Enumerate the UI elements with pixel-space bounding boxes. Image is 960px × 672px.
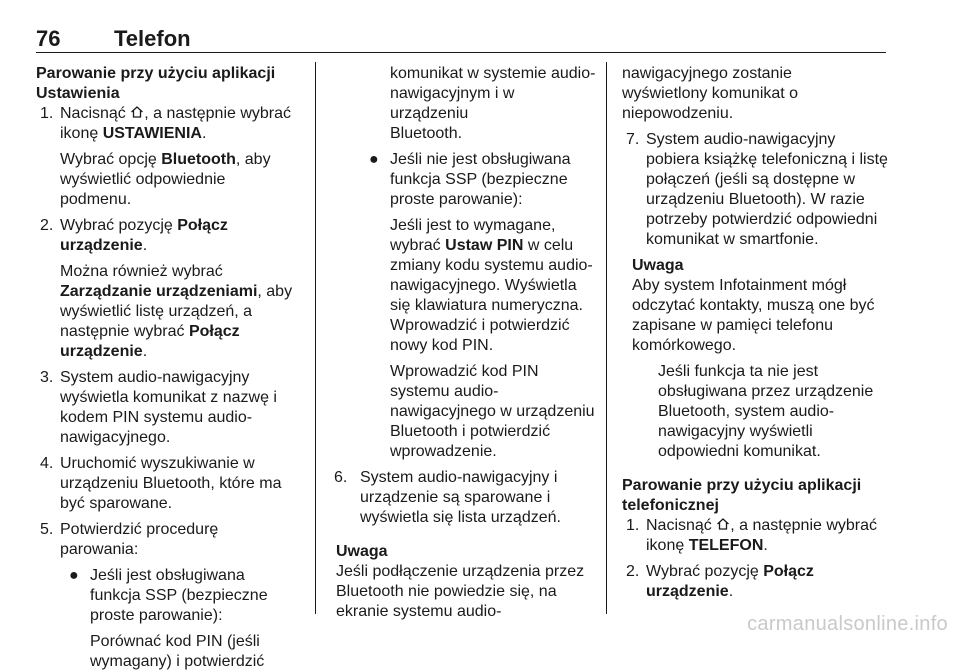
bullet-ssp-supported: ● Jeśli jest obsługiwana funkcja SSP (bezpieczne proste parowanie): Porównać kod PIN (jeśli wymagany) i potwierdzić (69, 567, 268, 670)
section-heading-phone: Parowanie przy użyciu aplikacji telefonicznej (622, 477, 862, 514)
step-4: 4. Uruchomić wyszukiwanie w urządzeniu Bluetooth, które ma być sparowane. (40, 455, 282, 512)
column-divider-2 (606, 62, 607, 614)
home-icon (130, 105, 144, 119)
bullet-icon: ● (69, 567, 79, 584)
column-1 (36, 64, 306, 672)
note-block-1: Uwaga Jeśli podłączenie urządzenia przez Bluetooth nie powiedzie się, na ekranie systemu audio- (336, 542, 596, 622)
step-2: 2. Wybrać pozycję Połącz urządzenie. Można również wybrać Zarządzanie urządzeniami, aby wyświetlić listę urządzeń, a następnie wybrać Połącz urządzenie. (40, 217, 293, 360)
header-divider (36, 52, 886, 53)
bullet-ssp-supported-continued: komunikat w systemie audio- nawigacyjnym i w urządzeniu Bluetooth. (390, 65, 596, 142)
phone-step-2: 2. Wybrać pozycję Połącz urządzenie. (626, 563, 814, 600)
step-5: 5. Potwierdzić procedurę parowania: (40, 521, 219, 558)
phone-step-1: 1. Nacisnąć , a następnie wybrać ikonę TELEFON. (626, 517, 878, 554)
page-number: 76 (36, 26, 61, 51)
column-3 (622, 64, 890, 602)
note-block-2-detail: Jeśli funkcja ta nie jest obsługiwana przez urządzenie Bluetooth, system audio- nawigacyjny wyświetli odpowiedni komunikat. (658, 363, 874, 460)
section-heading-settings: Parowanie przy użyciu aplikacji Ustawienia (36, 65, 276, 102)
step-7: 7. System audio-nawigacyjny pobiera książkę telefoniczną i listę połączeń (jeśli są dostępne w urządzeniu Bluetooth). W razie potrzeby potwierdzić odpowiedni komunikat w smartfonie. (626, 131, 888, 248)
page-title: Telefon (114, 26, 191, 51)
note-title: Uwaga (336, 543, 388, 560)
step-3: 3. System audio-nawigacyjny wyświetla komunikat z nazwę i kodem PIN systemu audio- nawigacyjnego. (40, 369, 277, 446)
home-icon (716, 517, 730, 531)
column-2 (336, 64, 596, 622)
column-divider-1 (315, 62, 316, 614)
bullet-ssp-not-supported: ● Jeśli nie jest obsługiwana funkcja SSP (bezpieczne proste parowanie): Jeśli jest to wymagane, wybrać Ustaw PIN w celu zmiany kodu systemu audio- nawigacyjnego. Wyświetla się klawiatura numeryczna. Wprowadzić i potwierdzić nowy kod PIN. Wprowadzić kod PIN systemu audio- nawigacyjnego w urządzeniu Bluetooth i potwierdzić wprowadzenie. (369, 151, 595, 460)
step-6: 6. System audio-nawigacyjny i urządzenie są sparowane i wyświetla się lista urządzeń. (334, 469, 561, 526)
bullet-icon: ● (369, 151, 379, 168)
note-title: Uwaga (632, 257, 684, 274)
step-1: 1. Nacisnąć , a następnie wybrać ikonę USTAWIENIA. Wybrać opcję Bluetooth, aby wyświetlić odpowiednie podmenu. (40, 105, 292, 208)
page-header (36, 22, 886, 52)
note-block-1-continued: nawigacyjnego zostanie wyświetlony komunikat o niepowodzeniu. (622, 65, 799, 122)
watermark: carmanualsonline.info (747, 613, 948, 635)
note-block-2: Uwaga Aby system Infotainment mógł odczytać kontakty, muszą one być zapisane w pamięci telefonu komórkowego. Jeśli funkcja ta nie jest obsługiwana przez urządzenie Bluetooth, system audio- nawigacyjny wyświetli odpowiedni komunikat. (622, 256, 890, 462)
